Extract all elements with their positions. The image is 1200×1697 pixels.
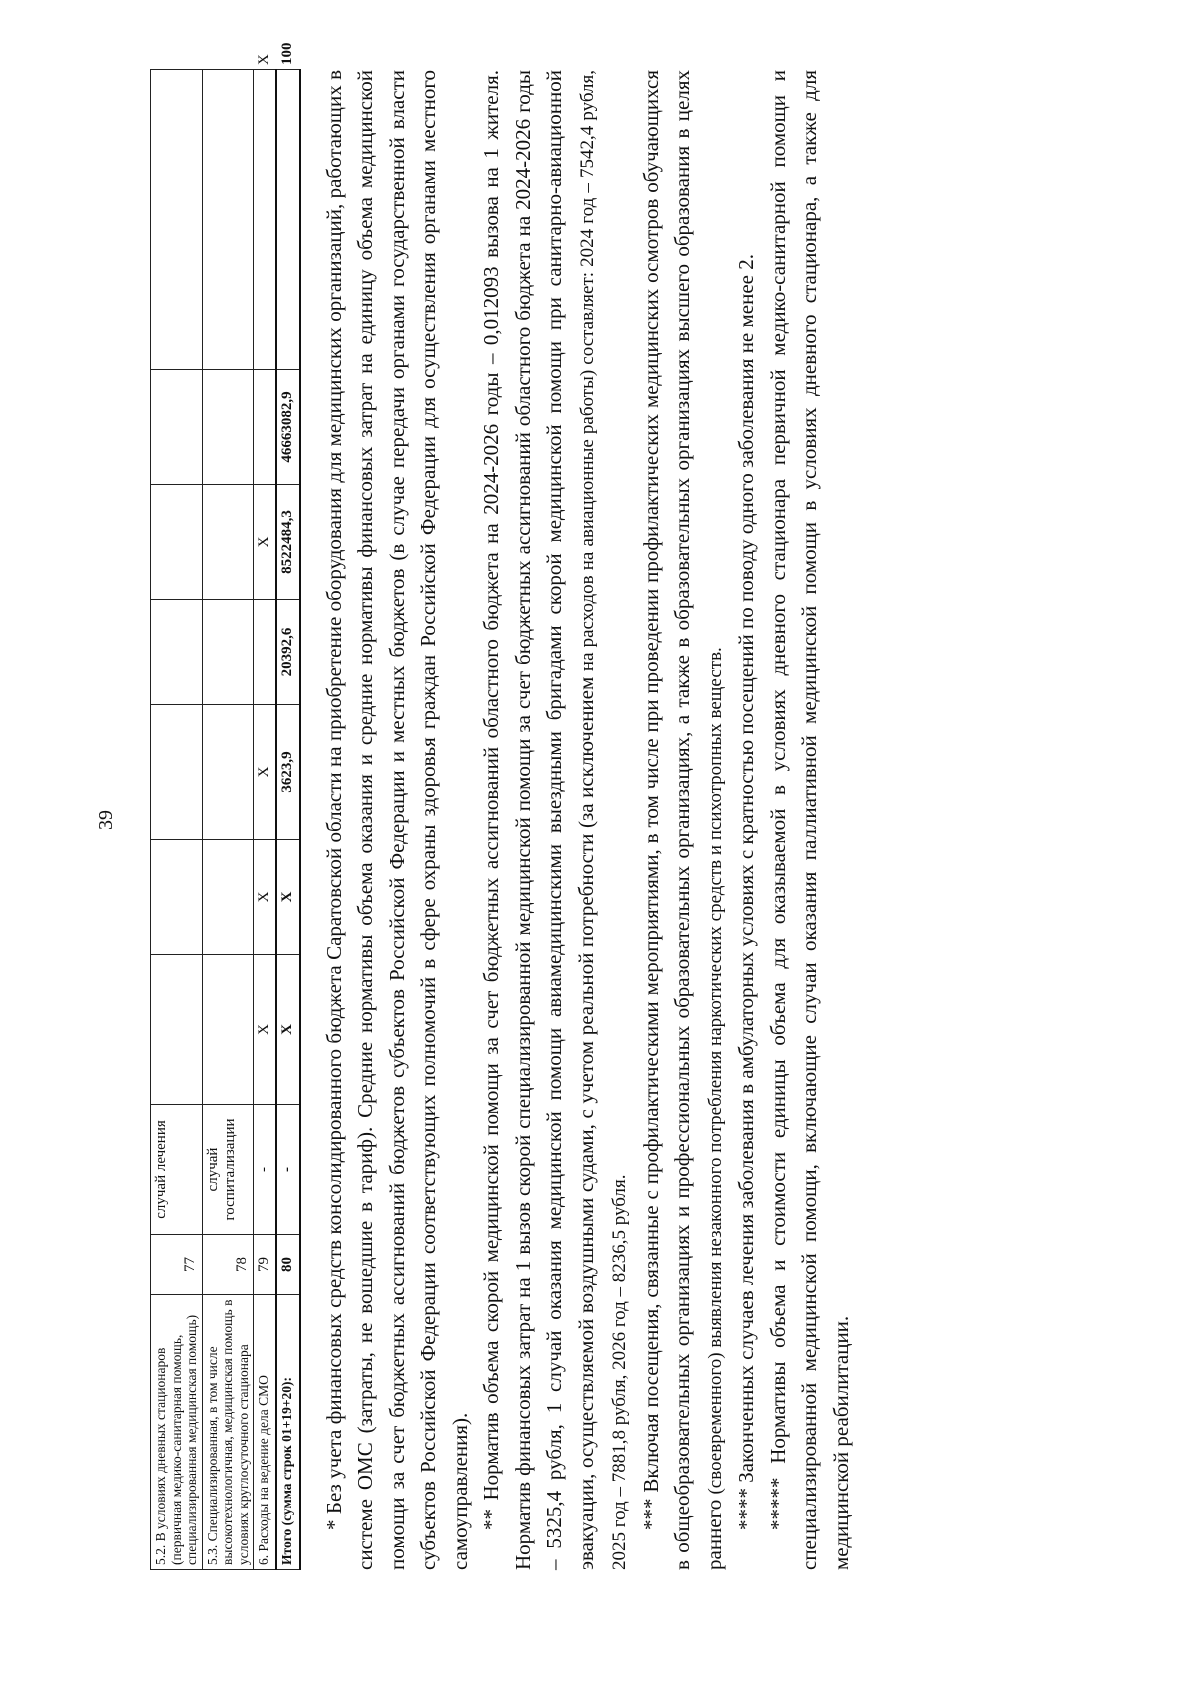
table-cell-c4: X — [276, 840, 299, 955]
table-cell-c7 — [202, 485, 254, 600]
table-row — [151, 70, 203, 1570]
table-cell-c6 — [151, 600, 203, 705]
table-cell-unit: - — [276, 1105, 299, 1235]
table-cell-name: 6. Расходы на ведение дела СМО — [254, 1295, 277, 1570]
table-cell-c8 — [151, 370, 203, 485]
table-cell-c5 — [202, 705, 254, 840]
table-cell-unit: случай лечения — [151, 1105, 203, 1235]
footnote-1: * Без учета финансовых средств консолидированного бюджета Саратовской области на приобретение оборудования для медицинских организаций, работающих в системе ОМС (затраты, не вошедшие в тариф). Средние нормативы объема оказания и средние нормативы финансовых затрат на единицу объема медицинской помощи за счет бюджетных ассигнований бюджетов субъектов Российской Федерации и местных бюджетов (в случае передачи органами государственной власти субъектов Российской Федерации соответствующих полномочий в сфере охраны здоровья граждан Российской Федерации для осуществления органами местного самоуправления). — [321, 70, 472, 1570]
table-cell-c7: X — [254, 485, 277, 600]
footnote-2: ** Норматив объема скорой медицинской помощи за счет бюджетных ассигнований областного бюджета на 2024-2026 годы – 0,012093 вызова на 1 жителя. Норматив финансовых затрат на 1 вызов скорой специализированной медицинской помощи за счет бюджетных ассигнований областного бюджета на 2024-2026 годы – 5325,4 рубля, 1 случай оказания медицинской помощи авиамедицинскими выездными бригадами скорой медицинской помощи при санитарно-авиационной эвакуации, осуществляемой воздушными судами, с учетом реальной потребности (за исключением на расходов на авиационные работы) составляет: 2024 год – 7542,4 рубля, 2025 год – 7881,8 рубля, 2026 год – 8236,5 рубля. — [479, 70, 631, 1570]
table-row: Итого (сумма строк 01+19+20): 80 - X X 3623,9 20392,6 8522484,3 46663082,9 100 — [276, 70, 299, 1570]
table-cell-c9 — [151, 70, 203, 370]
footnote-3: *** Включая посещения, связанные с профилактическими мероприятиями, в том числе при проведении профилактических медицинских осмотров обучающихся в общеобразовательных организациях и профессиональных образовательных организациях, а также в образовательных организациях высшего образования в целях раннего (своевременного) выявления незаконного потребления наркотических средств и психотропных веществ. — [638, 70, 726, 1570]
table-cell-name: 5.2. В условиях дневных стационаров (первичная медико-санитарная помощь, специализированная медицинская помощь) — [151, 1295, 203, 1570]
table-cell-name: Итого (сумма строк 01+19+20): — [276, 1295, 299, 1570]
table-cell-unit: случай госпитализации — [202, 1105, 254, 1235]
table-row — [202, 70, 254, 1570]
table-cell-c3: X — [254, 955, 277, 1105]
table-cell-c5: 3623,9 — [276, 705, 299, 840]
table-cell-code: 77 — [151, 1235, 203, 1295]
table-cell-c4 — [151, 840, 203, 955]
table-cell-c8: 46663082,9 — [276, 370, 299, 485]
table-cell-unit: - — [254, 1105, 277, 1235]
table-cell-c4: X — [254, 840, 277, 955]
table-cell-c7: 8522484,3 — [276, 485, 299, 600]
page-number: 39 — [95, 810, 117, 830]
table-cell-c3 — [151, 955, 203, 1105]
table-cell-c7 — [151, 485, 203, 600]
table-cell-c9 — [276, 70, 299, 370]
table-cell-c6 — [202, 600, 254, 705]
table-cell-c3: X — [276, 955, 299, 1105]
table-cell-code: 79 — [254, 1235, 277, 1295]
table-cell-c8 — [202, 370, 254, 485]
table-row: 6. Расходы на ведение дела СМО 79 - X X X X X — [254, 70, 277, 1570]
table-cell-c8 — [254, 370, 277, 485]
table-cell-c6 — [254, 600, 277, 705]
table-cell-c9 — [254, 70, 277, 370]
table-cell-c5 — [151, 705, 203, 840]
table-cell-c3 — [202, 955, 254, 1105]
table-cell-c9 — [202, 70, 254, 370]
table-cell-name: 5.3. Специализированная, в том числе высокотехнологичная, медицинская помощь в условиях круглосуточного стационара — [202, 1295, 254, 1570]
table-cell-c5: X — [254, 705, 277, 840]
footnotes — [319, 70, 858, 1570]
rotated-content — [150, 42, 1110, 1570]
table-cell-c6: 20392,6 — [276, 600, 299, 705]
table-cell-c4 — [202, 840, 254, 955]
finance-table — [150, 42, 301, 1570]
table-cell-code: 78 — [202, 1235, 254, 1295]
footnote-5: ***** Нормативы объема и стоимости единицы объема для оказываемой в условиях дневного стационара первичной медико-санитарной помощи и специализированной медицинской помощи, включающие случаи оказания паллиативной медицинской помощи в условиях дневного стационара, а также для медицинской реабилитации. — [765, 70, 853, 1570]
table-cell-code: 80 — [276, 1235, 299, 1295]
footnote-4: **** Законченных случаев лечения заболевания в амбулаторных условиях с кратностью посещений по поводу одного заболевания не менее 2. — [734, 254, 759, 1530]
